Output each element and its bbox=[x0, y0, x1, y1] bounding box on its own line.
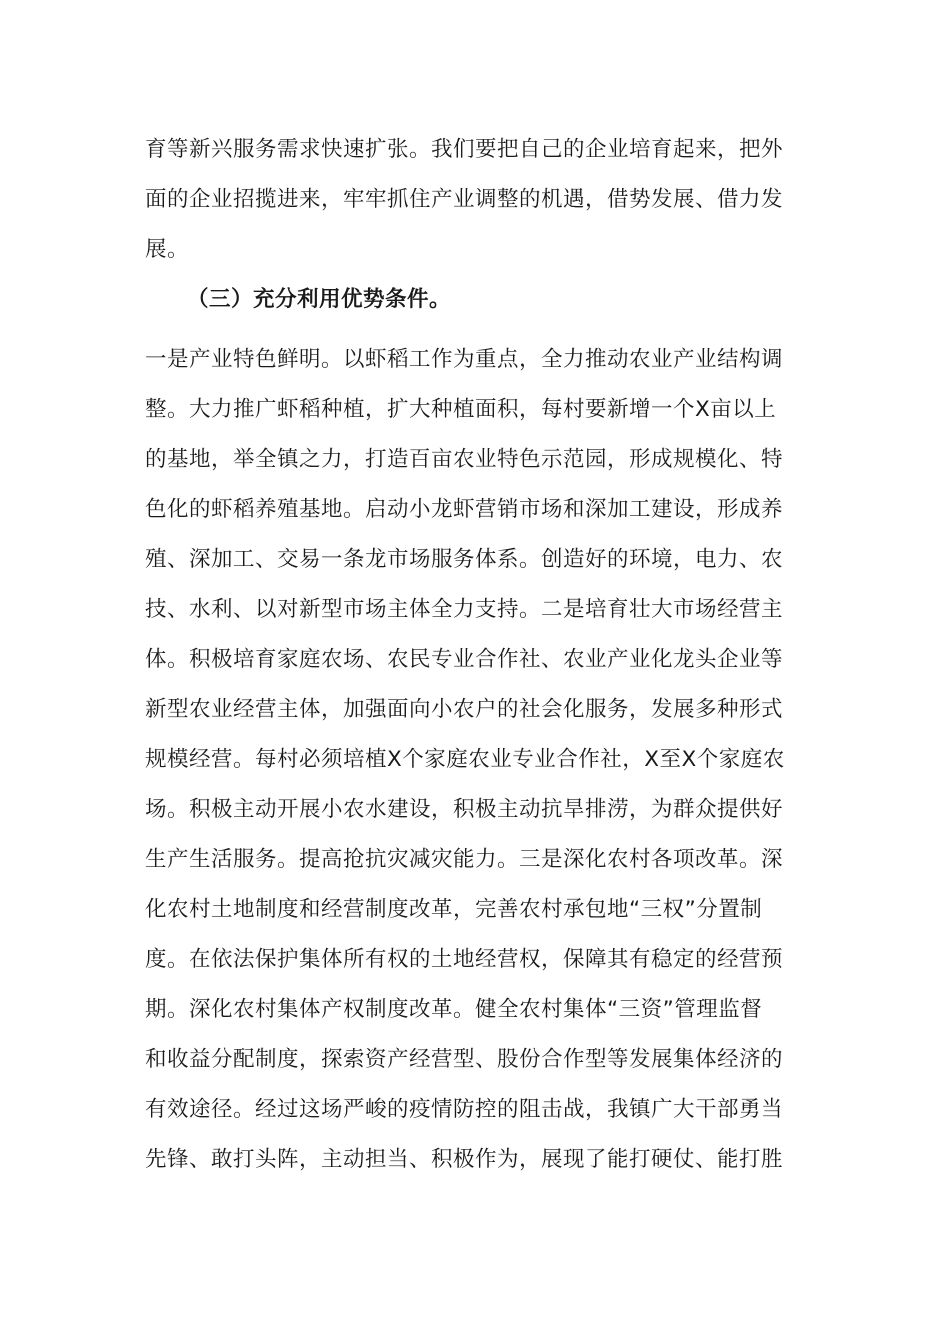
paragraph-line: 体。积极培育家庭农场、农民专业合作社、农业产业化龙头企业等 bbox=[145, 647, 784, 672]
paragraph-line: 场。积极主动开展小农水建设，积极主动抗旱排涝，为群众提供好 bbox=[145, 797, 784, 822]
paragraph-line: 期。深化农村集体产权制度改革。健全农村集体“三资”管理监督 bbox=[145, 997, 763, 1022]
paragraph-line: 整。大力推广虾稻种植，扩大种植面积，每村要新增一个X亩以上 bbox=[145, 397, 777, 422]
paragraph-line: 和收益分配制度，探索资产经营型、股份合作型等发展集体经济的 bbox=[145, 1047, 784, 1072]
section-heading: （三）充分利用优势条件。 bbox=[187, 287, 452, 312]
paragraph-line: 的基地，举全镇之力，打造百亩农业特色示范园，形成规模化、特 bbox=[145, 447, 784, 472]
paragraph-line: 新型农业经营主体，加强面向小农户的社会化服务，发展多种形式 bbox=[145, 697, 784, 722]
paragraph-line: 展。 bbox=[145, 237, 190, 262]
paragraph-line: 面的企业招揽进来，牢牢抓住产业调整的机遇，借势发展、借力发 bbox=[145, 187, 784, 212]
paragraph-line: 规模经营。每村必须培植X个家庭农业专业合作社，X至X个家庭农 bbox=[145, 747, 785, 772]
paragraph-line: 化农村土地制度和经营制度改革，完善农村承包地“三权”分置制 bbox=[145, 897, 763, 922]
paragraph-line: 有效途径。经过这场严峻的疫情防控的阻击战，我镇广大干部勇当 bbox=[145, 1097, 784, 1122]
paragraph-line: 度。在依法保护集体所有权的土地经营权，保障其有稳定的经营预 bbox=[145, 947, 784, 972]
paragraph-line: 生产生活服务。提高抢抗灾减灾能力。三是深化农村各项改革。深 bbox=[145, 847, 784, 872]
paragraph-line: 一是产业特色鲜明。以虾稻工作为重点，全力推动农业产业结构调 bbox=[145, 347, 784, 372]
paragraph-line: 技、水利、以对新型市场主体全力支持。二是培育壮大市场经营主 bbox=[145, 597, 784, 622]
paragraph-line: 殖、深加工、交易一条龙市场服务体系。创造好的环境，电力、农 bbox=[145, 547, 784, 572]
paragraph-line: 色化的虾稻养殖基地。启动小龙虾营销市场和深加工建设，形成养 bbox=[145, 497, 784, 522]
paragraph-line: 育等新兴服务需求快速扩张。我们要把自己的企业培育起来，把外 bbox=[145, 137, 784, 162]
paragraph-line: 先锋、敢打头阵，主动担当、积极作为，展现了能打硬仗、能打胜 bbox=[145, 1147, 784, 1172]
